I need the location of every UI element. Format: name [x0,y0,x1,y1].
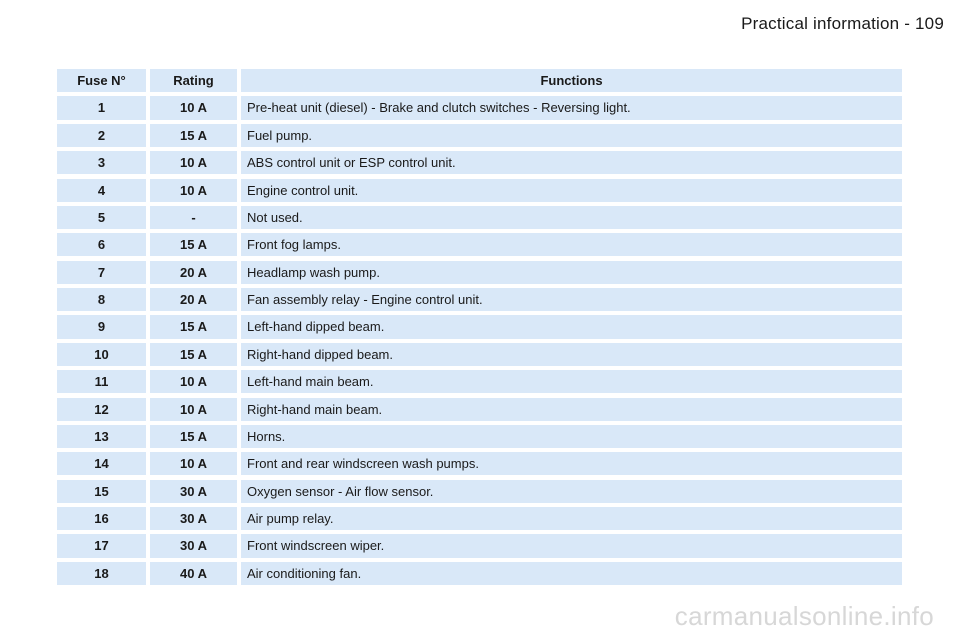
fuse-number-cell: 5 [57,206,146,229]
column-header-fuse: Fuse N° [57,69,146,92]
fuse-function-cell: Front windscreen wiper. [241,534,902,557]
column-header-rating: Rating [150,69,237,92]
fuse-number-cell: 15 [57,480,146,503]
fuse-rating-cell: 10 A [150,398,237,421]
fuse-number-cell: 7 [57,261,146,284]
column-header-functions: Functions [241,69,902,92]
fuse-rating-cell: 15 A [150,124,237,147]
fuse-rating-cell: 10 A [150,370,237,393]
fuse-function-cell: ABS control unit or ESP control unit. [241,151,902,174]
fuse-number-cell: 4 [57,179,146,202]
fuse-rating-cell: 20 A [150,288,237,311]
fuse-number-cell: 12 [57,398,146,421]
fuse-rating-cell: 15 A [150,233,237,256]
fuse-number-cell: 2 [57,124,146,147]
fuse-function-cell: Air conditioning fan. [241,562,902,585]
fuse-rating-cell: 30 A [150,534,237,557]
fuse-number-cell: 18 [57,562,146,585]
fuse-function-cell: Not used. [241,206,902,229]
fuse-number-cell: 8 [57,288,146,311]
fuse-number-cell: 13 [57,425,146,448]
fuse-rating-cell: - [150,206,237,229]
fuse-rating-cell: 30 A [150,507,237,530]
fuse-rating-cell: 15 A [150,343,237,366]
fuse-function-cell: Right-hand main beam. [241,398,902,421]
fuse-function-cell: Left-hand main beam. [241,370,902,393]
fuse-rating-cell: 10 A [150,96,237,119]
fuse-number-cell: 9 [57,315,146,338]
fuse-rating-cell: 10 A [150,179,237,202]
fuse-rating-cell: 40 A [150,562,237,585]
fuse-rating-cell: 20 A [150,261,237,284]
fuse-number-cell: 17 [57,534,146,557]
fuse-function-cell: Horns. [241,425,902,448]
fuse-function-cell: Front and rear windscreen wash pumps. [241,452,902,475]
page-title: Practical information - 109 [741,14,944,33]
fuse-number-cell: 3 [57,151,146,174]
fuse-number-cell: 10 [57,343,146,366]
fuse-table [57,69,903,585]
fuse-rating-cell: 15 A [150,315,237,338]
fuse-number-cell: 1 [57,96,146,119]
fuse-function-cell: Air pump relay. [241,507,902,530]
fuse-function-cell: Engine control unit. [241,179,902,202]
fuse-rating-cell: 30 A [150,480,237,503]
fuse-function-cell: Headlamp wash pump. [241,261,902,284]
fuse-function-cell: Left-hand dipped beam. [241,315,902,338]
fuse-rating-cell: 10 A [150,151,237,174]
fuse-function-cell: Fuel pump. [241,124,902,147]
fuse-number-cell: 14 [57,452,146,475]
fuse-function-cell: Front fog lamps. [241,233,902,256]
fuse-rating-cell: 15 A [150,425,237,448]
fuse-function-cell: Right-hand dipped beam. [241,343,902,366]
fuse-function-cell: Pre-heat unit (diesel) - Brake and clutch switches - Reversing light. [241,96,902,119]
fuse-number-cell: 16 [57,507,146,530]
watermark-text: carmanualsonline.info [674,601,934,631]
fuse-function-cell: Oxygen sensor - Air flow sensor. [241,480,902,503]
fuse-function-cell: Fan assembly relay - Engine control unit. [241,288,902,311]
fuse-rating-cell: 10 A [150,452,237,475]
fuse-number-cell: 11 [57,370,146,393]
fuse-number-cell: 6 [57,233,146,256]
